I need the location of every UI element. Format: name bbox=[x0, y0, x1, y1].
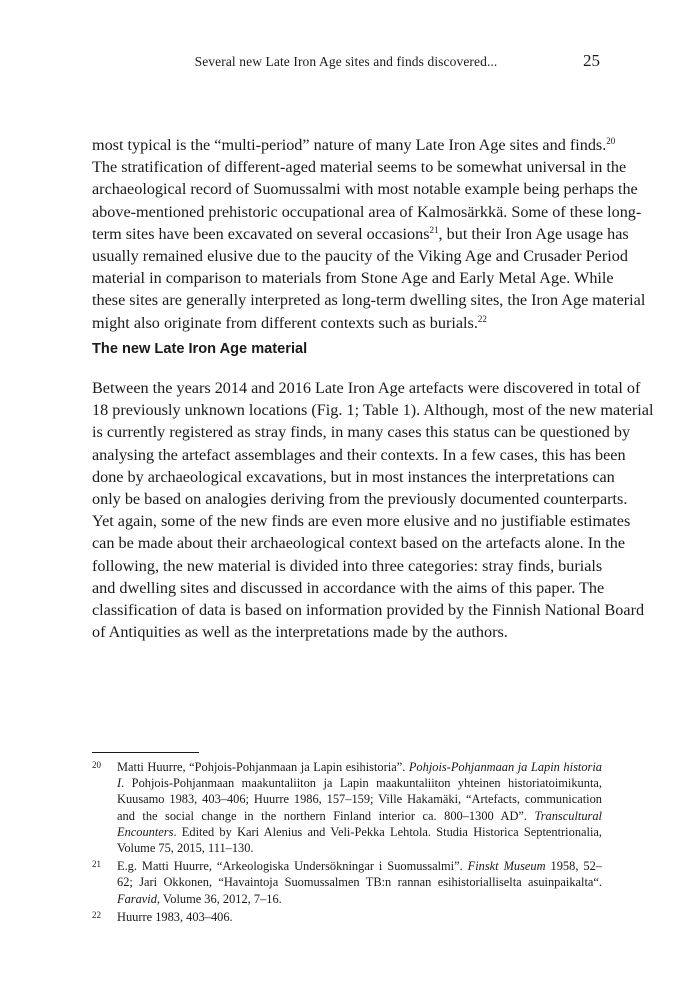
footnote-ref[interactable]: 20 bbox=[606, 136, 616, 146]
footnote-line bbox=[117, 858, 602, 874]
text-line: can be made about their archaeological context based on the artefacts alone. In the bbox=[92, 534, 626, 553]
page-number: 25 bbox=[583, 51, 600, 70]
footnote-segment: Matti Huurre, “Pohjois-Pohjanmaan ja Lapin esihistoria”. bbox=[117, 760, 409, 774]
footnote-segment: E.g. Matti Huurre, “Arkeologiska Undersökningar i Suomussalmi”. bbox=[117, 859, 468, 874]
text-line: done by archaeological excavations, but in most instances the interpretations can bbox=[92, 467, 615, 486]
footnote-segment: Finskt Museum bbox=[467, 859, 546, 874]
footnote-line bbox=[117, 775, 602, 791]
footnote-ref[interactable]: 21 bbox=[429, 224, 439, 235]
footnote-segment: Pohjois-Pohjanmaan ja Lapin historia bbox=[408, 760, 602, 774]
footnote-number: 21 bbox=[92, 859, 101, 870]
footnote-22 bbox=[92, 909, 602, 925]
text-line: Yet again, some of the new finds are even more elusive and no justifiable estimates bbox=[92, 512, 631, 531]
footnote-20 bbox=[92, 759, 602, 856]
footnote-segment: . Pohjois-Pohjanmaan maakuntaliiton ja Lapin maakuntaliiton yhteinen historiatoimikunta, bbox=[121, 776, 602, 791]
text-line: usually remained elusive due to the paucity of the Viking Age and Crusader Period bbox=[92, 247, 628, 266]
text-line: might also originate from different contexts such as burials.$^{22}$ bbox=[92, 313, 487, 332]
footnote-line bbox=[117, 840, 602, 856]
text-line: The stratification of different-aged material seems to be somewhat universal in the bbox=[92, 158, 627, 177]
text-line: term sites have been excavated on several occasions$^{21}$, but their Iron Age usage has bbox=[92, 224, 629, 243]
footnotes bbox=[92, 759, 602, 927]
footnote-segment: 62; Jari Okkonen, “Havaintoja Suomussalmen TB:n rannan esihistorialliselta asuinpaikalta“. bbox=[117, 875, 602, 890]
text-line: is currently registered as stray finds, in many cases this status can be questioned by bbox=[92, 423, 631, 442]
footnote-text bbox=[117, 909, 602, 925]
footnote-number: 22 bbox=[92, 909, 101, 920]
footnote-text bbox=[117, 759, 602, 856]
paragraph-intro bbox=[92, 134, 646, 334]
text-line: only be based on analogies deriving from the previously documented counterparts. bbox=[92, 490, 628, 509]
text-line: following, the new material is divided into three categories: stray finds, burials bbox=[92, 556, 603, 575]
paragraph-new-material bbox=[92, 377, 654, 643]
footnote-line bbox=[117, 791, 602, 807]
footnote-segment: , Volume 36, 2012, 7–16. bbox=[156, 891, 282, 906]
footnote-line bbox=[117, 909, 602, 925]
footnote-text bbox=[117, 858, 602, 907]
footnote-segment: Huurre 1983, 403–406. bbox=[117, 909, 233, 924]
footnote-divider bbox=[92, 752, 199, 753]
section-heading: The new Late Iron Age material bbox=[92, 341, 308, 357]
text-line: and dwelling sites and discussed in accordance with the aims of this paper. The bbox=[92, 578, 605, 597]
text-line: classification of data is based on information provided by the Finnish National Board bbox=[92, 601, 645, 620]
footnote-line bbox=[117, 874, 602, 890]
text-line: of Antiquities as well as the interpretations made by the authors. bbox=[92, 623, 508, 642]
footnote-line bbox=[117, 808, 602, 824]
footnote-ref[interactable]: 22 bbox=[477, 313, 487, 324]
footnote-21 bbox=[92, 858, 602, 907]
footnote-segment: Faravid bbox=[117, 891, 157, 906]
footnote-line bbox=[117, 759, 602, 775]
text-line: 18 previously unknown locations (Fig. 1; Table 1). Although, most of the new material bbox=[92, 401, 654, 420]
text-line: these sites are generally interpreted as long-term dwelling sites, the Iron Age material bbox=[92, 291, 646, 310]
footnote-segment: Kuusamo 1983, 403–406; Huurre 1986, 157–159; Ville Hakamäki, “Artefacts, communication bbox=[117, 792, 602, 807]
footnote-line bbox=[117, 824, 602, 840]
footnote-segment: Encounters bbox=[117, 824, 174, 839]
footnote-segment: I bbox=[117, 776, 122, 791]
text-line: archaeological record of Suomussalmi with most notable example being perhaps the bbox=[92, 180, 638, 199]
footnote-segment: and the social change in the northern Finland interior ca. 800–1300 AD”. bbox=[117, 808, 535, 823]
footnote-segment: Transcultural bbox=[534, 808, 602, 823]
text-line: above-mentioned prehistoric occupational area of Kalmosärkkä. Some of these long- bbox=[92, 202, 642, 221]
text-line: analysing the artefact assemblages and their contexts. In a few cases, this has been bbox=[92, 445, 626, 464]
text-line: most typical is the “multi-period” nature of many Late Iron Age sites and finds.$^{20}$ bbox=[92, 136, 616, 154]
text-line: material in comparison to materials from Stone Age and Early Metal Age. While bbox=[92, 269, 614, 288]
footnote-number: 20 bbox=[92, 760, 101, 770]
footnote-segment: Volume 75, 2015, 111–130. bbox=[117, 841, 254, 856]
footnote-line bbox=[117, 891, 602, 907]
text-line: Between the years 2014 and 2016 Late Iron Age artefacts were discovered in total of bbox=[92, 379, 641, 397]
footnote-segment: 1958, 52– bbox=[545, 859, 602, 874]
footnote-segment: . Edited by Kari Alenius and Veli-Pekka Lehtola. Studia Historica Septentrionalia, bbox=[173, 824, 602, 839]
running-header-title: Several new Late Iron Age sites and finds discovered... bbox=[194, 54, 498, 69]
